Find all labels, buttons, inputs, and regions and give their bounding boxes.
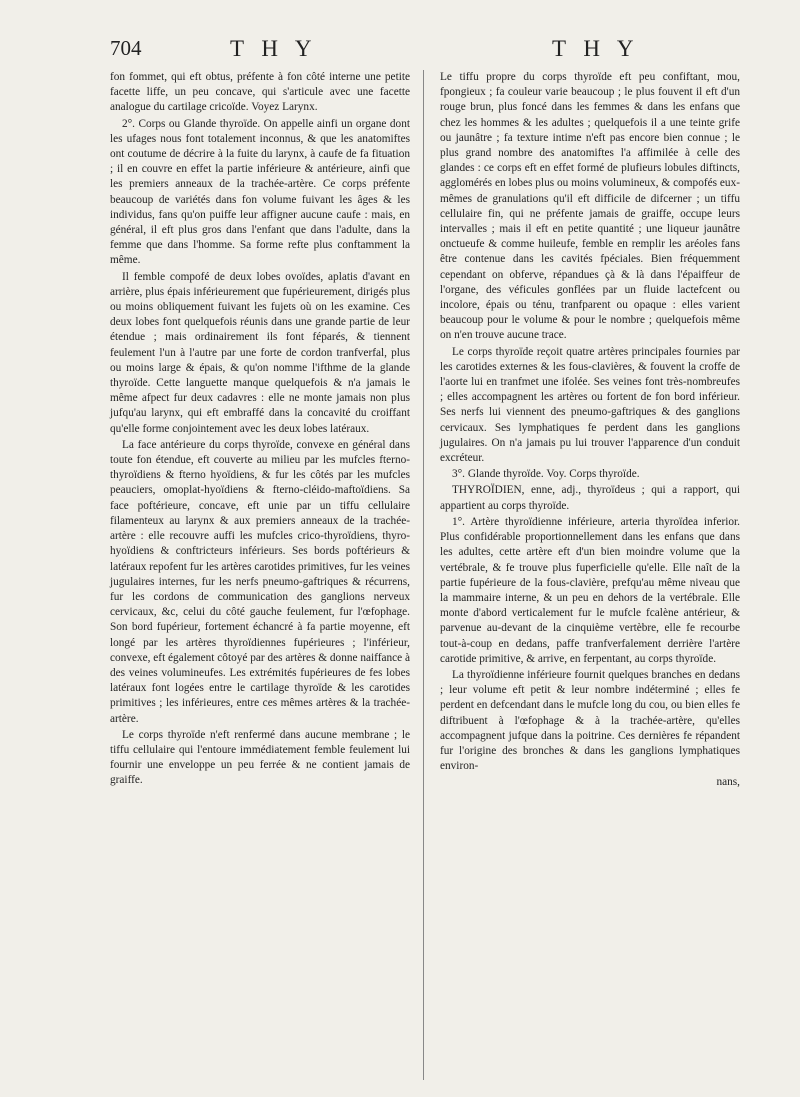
paragraph: Le tiffu propre du corps thyroïde eft peu confiftant, mou, fpongieux ; fa couleur varie beaucoup ; le plus fouvent il eft d'un rouge brun, plus foncé dans les femmes & dans les enfans que chez les hommes & les adultes ; quelquefois il a une teinte grife ou jaunâtre ; fa texture intime n'eft pas encore bien connue ; le plus grand nombre des anatomiftes l'a affimilée à celle des glandes : ce corps eft en effet formé de plufieurs lobules diftincts, agglomérés en lobes plus ou moins volumineux, & compofés eux-mêmes de granulations qu'il eft difficile de difcerner ; un tiffu cellulaire fin, qui ne préfente jamais de graiffe, occupe leurs intervalles ; mais il eft en petite quantité ; une liqueur jaunâtre onctueufe & comme huileufe, femble en remplir les aréoles fans être contenue dans les cavités fpéciales. Bien fréquemment cependant on obferve, répandues çà & là dans l'épaiffeur de l'organe, des véficules gonflées par un fluide lactefcent ou incolore, épais ou ténu, tranfparent ou opaque : elles varient beaucoup pour le volume & pour le nombre ; quelquefois même on n'en trouve aucune trace. — [440, 71, 740, 342]
paragraph: Le corps thyroïde reçoit quatre artères principales fournies par les carotides externes & les fous-clavières, & fouvent la croffe de l'aorte lui en tranfmet une ifolée. Ses veines font très-nombreufes ; elles accompagnent les artères ou fortent de fon bord inférieur. Ses nerfs lui viennent des pneumo-gaftriques & des ganglions cervicaux. Ses lymphatiques fe perdent dans les ganglions jugulaires. On n'a jamais pu lui trouver l'apparence d'un conduit excréteur. — [440, 345, 740, 465]
paragraph: 2°. Corps ou Glande thyroïde. On appelle ainfi un organe dont les ufages nous font totalement inconnus, & que les anatomiftes ont coutume de décrire à la fuite du larynx, à caufe de fa fituation ; il en couvre en effet la partie inférieure & antérieure, ainfi que les premiers anneaux de la trachée-artère. Ce corps préfente beaucoup de variétés dans fon volume fuivant les âges & les individus, fans qu'on puiffe leur affigner aucune caufe : mais, en général, il eft plus gros dans l'enfant que dans l'adulte, dans la femme que dans l'homme. Sa forme refte plus conftamment la même. — [110, 117, 410, 267]
entry-headword: THYROÏDIEN, enne, adj., thyroïdeus ; qui a rapport, qui appartient au corps thyroïde. — [440, 484, 740, 512]
catchword: nans, — [716, 776, 740, 789]
paragraph: Le corps thyroïde n'eft renfermé dans aucune membrane ; le tiffu cellulaire qui l'entoure immédiatement femble feulement lui fournir une enveloppe un peu ferrée & ne contient jamais de graiffe. — [110, 728, 410, 787]
paragraph: La thyroïdienne inférieure fournit quelques branches en dedans ; leur volume eft petit & leur nombre indéterminé ; elles fe perdent en defcendant dans le mufcle long du cou, ou bien elles fe diftribuent à l'œfophage & à la trachée-artère, qu'elles accompagnent jufque dans la poitrine. Ces dernières fe répandent fur l'origine des bronches & dans les ganglions lymphatiques environ- — [440, 668, 740, 773]
column-divider — [423, 70, 424, 1080]
paragraph: 3°. Glande thyroïde. Voy. Corps thyroïde. — [452, 468, 640, 481]
running-head-left: T H Y — [230, 36, 318, 61]
running-head-right: T H Y — [552, 36, 640, 61]
right-column — [440, 70, 740, 792]
paragraph: fon fommet, qui eft obtus, préfente à fon côté interne une petite facette liffe, un peu concave, qui s'articule avec une facette analogue du cartilage cricoïde. Voyez Larynx. — [110, 71, 410, 114]
page-number: 704 — [110, 36, 142, 60]
paragraph: 1°. Artère thyroïdienne inférieure, arteria thyroïdea inferior. Plus confidérable proportionnellement dans les enfans que dans les adultes, cette artère eft d'un bien moindre volume que la vertébrale, & fe trouve plus fuperficielle qu'elle. Elle naît de la partie fupérieure de la fous-clavière, prefqu'au même niveau que la mammaire interne, & un peu en dehors de la vertébrale. Elle monte d'abord verticalement fur le mufcle fcalène antérieur, & parvenue au-devant de la cinquième vertèbre, elle fe recourbe tout-à-coup en dedans, paffe tranfverfalement derrière l'artère carotide primitive, & arrive, en ferpentant, au corps thyroïde. — [440, 515, 740, 665]
paragraph: La face antérieure du corps thyroïde, convexe en général dans toute fon étendue, eft couverte au milieu par les mufcles fterno-thyroïdiens & fterno hyoïdiens, & fur les côtés par les mufcles peauciers, omoplat-hyoïdiens & fterno-cléido-maftoïdiens. Sa face poftérieure, concave, eft unie par un tiffu cellulaire filamenteux au larynx & aux premiers anneaux de la trachée-artère : elle recouvre auffi les mufcles crico-thyroïdiens, thyro-hyoïdiens & conftricteurs inférieurs. Ses bords poftérieurs & latéraux repofent fur les artères carotides primitives, fur les veines jugulaires internes, fur les nerfs pneumo-gaftriques & récurrens, fur les cordons de communication des ganglions nerveux cervicaux, &c, celui du côté gauche feulement, fur l'œfophage. Son bord fupérieur, fortement échancré à fa partie moyenne, eft longé par les artères thyroïdiennes fupérieures ; l'inférieur, convexe, eft également côtoyé par des artères & donne naiffance à des veines volumineufes. Les extrémités fupérieures de fes lobes latéraux font logées entre le cartilage thyroïde & les carotides primitives ; les inférieures, entre ces mêmes artères & la trachée-artère. — [110, 438, 410, 725]
page-header — [110, 36, 740, 64]
paragraph: Il femble compofé de deux lobes ovoïdes, aplatis d'avant en arrière, plus épais inférieurement que fupérieurement, dirigés plus ou moins obliquement fuivant les fujets où on les examine. Ces deux lobes font quelquefois réunis dans une grande partie de leur étendue ; mais ordinairement ils font féparés, & tiennent feulement l'un à l'autre par une forte de cordon tranfverfal, plus ou moins large & épais, & qu'on nomme l'ifthme de la glande thyroïde. Cette languette manque quelquefois & n'a jamais le même afpect fur deux cadavres : elle ne monte jamais non plus jufqu'au larynx, qui eft embraffé dans la concavité du croiffant qu'elle forme conjointement avec les deux lobes latéraux. — [110, 270, 410, 435]
left-column — [110, 70, 410, 790]
